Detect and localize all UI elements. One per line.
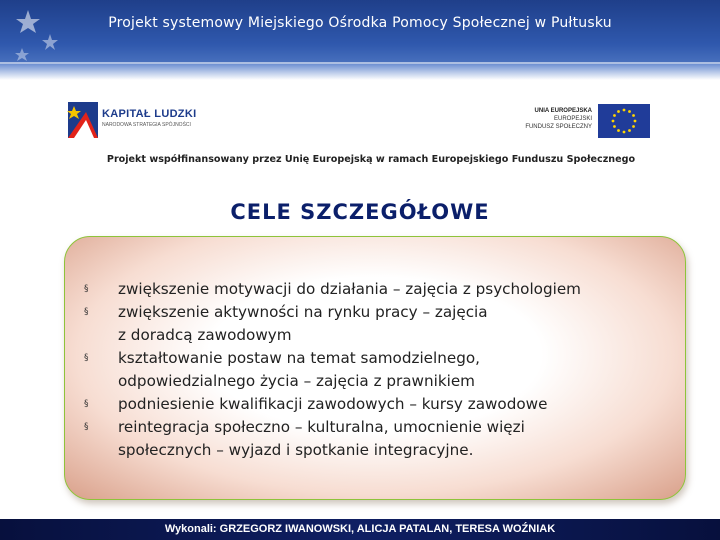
goal-text: kształtowanie postaw na temat samodzielnego, — [118, 349, 480, 367]
header-fade-band — [0, 64, 720, 80]
goal-text: zwiększenie motywacji do działania – zajęcia z psychologiem — [118, 280, 581, 298]
header-banner — [0, 0, 720, 80]
eu-logo — [508, 104, 650, 140]
goal-item — [84, 301, 684, 347]
goal-text-continued: z doradcą zawodowym — [118, 326, 292, 344]
page-title: CELE SZCZEGÓŁOWE — [230, 200, 490, 224]
eu-logo-text — [508, 107, 592, 131]
bullet-icon: § — [84, 422, 89, 432]
goal-text: podniesienie kwalifikacji zawodowych – kursy zawodowe — [118, 395, 548, 413]
kapital-ludzki-logo — [66, 100, 206, 140]
bullet-icon: § — [84, 399, 89, 409]
goal-item — [84, 393, 684, 416]
goal-item — [84, 416, 684, 462]
header-title: Projekt systemowy Miejskiego Ośrodka Pomocy Społecznej w Pułtusku — [108, 15, 612, 31]
kapital-ludzki-name: KAPITAŁ LUDZKI — [102, 108, 197, 120]
goal-text: reintegracja społeczno – kulturalna, umocnienie więzi — [118, 418, 525, 436]
footer-bar — [0, 519, 720, 540]
goal-item — [84, 347, 684, 393]
goal-text: zwiększenie aktywności na rynku pracy – zajęcia — [118, 303, 488, 321]
kapital-ludzki-subtitle: NARODOWA STRATEGIA SPÓJNOŚCI — [102, 122, 191, 128]
bullet-icon: § — [84, 284, 89, 294]
eu-logo-line3: FUNDUSZ SPOŁECZNY — [525, 124, 592, 130]
bullet-icon: § — [84, 307, 89, 317]
eu-logo-line2: EUROPEJSKI — [553, 116, 592, 122]
bullet-icon: § — [84, 353, 89, 363]
goal-text-continued: odpowiedzialnego życia – zajęcia z prawnikiem — [118, 372, 475, 390]
kapital-ludzki-mark-icon — [66, 100, 100, 140]
footer-authors: Wykonali: GRZEGORZ IWANOWSKI, ALICJA PATALAN, TERESA WOŹNIAK — [164, 523, 556, 535]
goal-item — [84, 278, 684, 301]
goals-list — [84, 278, 684, 462]
eu-logo-line1: UNIA EUROPEJSKA — [534, 108, 592, 114]
eu-flag-icon — [598, 104, 650, 138]
goal-text-continued: społecznych – wyjazd i spotkanie integracyjne. — [118, 441, 474, 459]
cofinancing-note: Projekt współfinansowany przez Unię Europejską w ramach Europejskiego Funduszu Społecznego — [106, 154, 636, 165]
